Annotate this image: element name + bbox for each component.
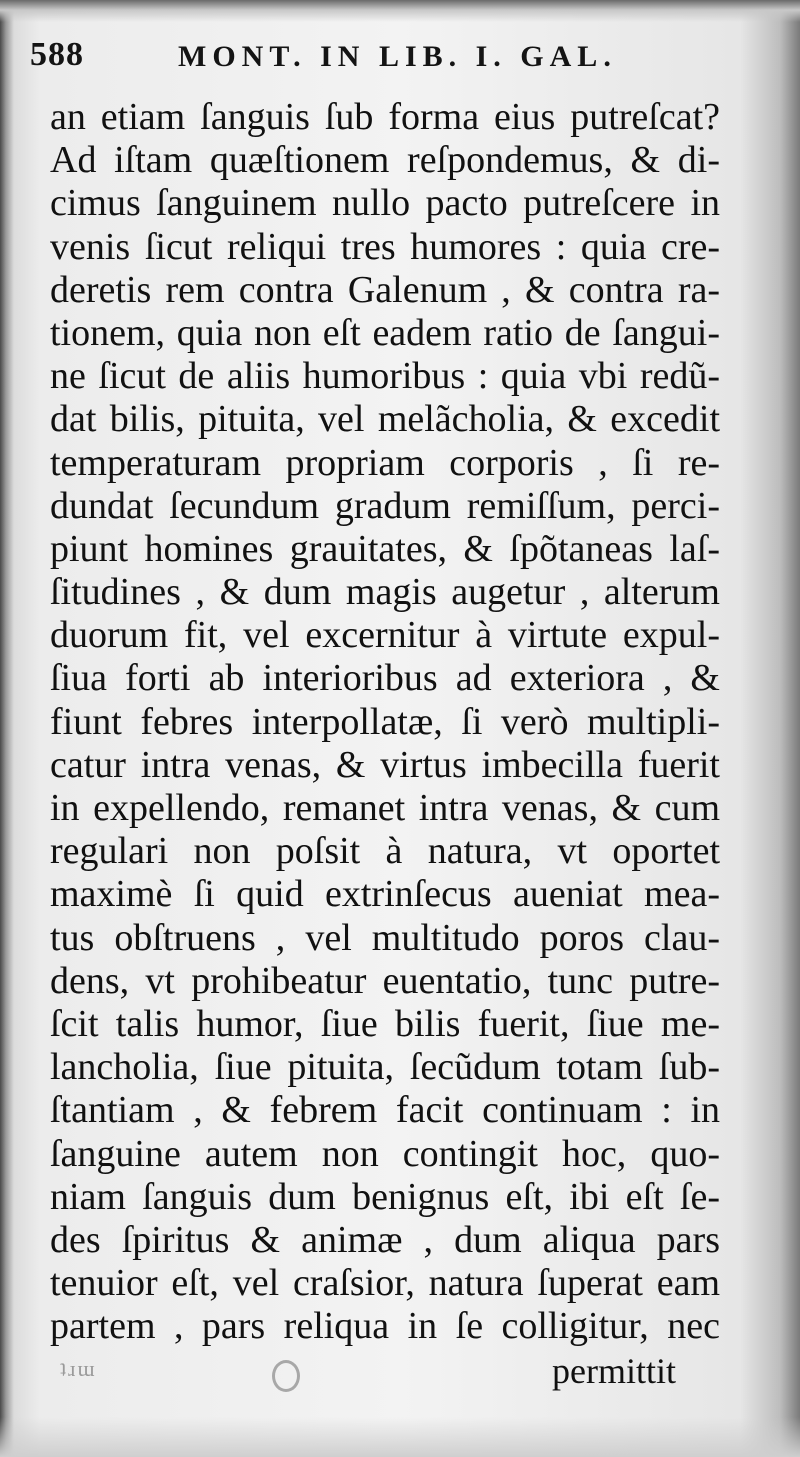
text-line: in expellendo, remanet intra venas, & cum	[50, 787, 720, 829]
text-line: ſcit talis humor, ſiue bilis fuerit, ſiue me-	[50, 1002, 720, 1045]
text-line: temperaturam propriam corporis , ſi re-	[50, 441, 720, 484]
text-line: ſtantiam , & febrem facit continuam : in	[50, 1089, 720, 1132]
text-line: niam ſanguis dum benignus eſt, ibi eſt ſe-	[50, 1175, 720, 1218]
page-header	[0, 32, 800, 92]
text-line: ſiua forti ab interioribus ad exteriora , &	[50, 657, 720, 700]
text-line: tus obſtruens , vel multitudo poros clau-	[50, 916, 720, 959]
page-number: 588	[30, 36, 84, 73]
body-text	[50, 96, 720, 1348]
text-line: duorum fit, vel excernitur à virtute expul-	[50, 614, 720, 657]
text-line: ſanguine autem non contingit hoc, quo-	[50, 1132, 720, 1175]
text-line: Ad iſtam quæſtionem reſpondemus, & di-	[50, 139, 720, 182]
text-line: dens, vt prohibeatur euentatio, tunc putre-	[50, 959, 720, 1002]
text-line: catur intra venas, & virtus imbecilla fuerit	[50, 743, 720, 786]
text-line: cimus ſanguinem nullo pacto putreſcere in	[50, 182, 720, 225]
text-line: deretis rem contra Galenum , & contra ra-	[50, 268, 720, 311]
text-line: an etiam ſanguis ſub forma eius putreſcat?	[50, 96, 720, 138]
text-line: tenuior eſt, vel craſsior, natura ſuperat eam	[50, 1262, 720, 1305]
text-line: lancholia, ſiue pituita, ſecũdum totam ſub-	[50, 1046, 720, 1089]
text-line: partem , pars reliqua in ſe colligitur, nec	[50, 1305, 720, 1348]
ink-ring-mark	[272, 1360, 300, 1392]
text-line: ne ſicut de aliis humoribus : quia vbi redũ-	[50, 355, 720, 398]
text-line: ſitudines , & dum magis augetur , alterum	[50, 571, 720, 614]
text-line: venis ſicut reliqui tres humores : quia cre-	[50, 225, 720, 268]
running-head: MONT. IN LIB. I. GAL.	[178, 40, 617, 73]
text-line: dundat ſecundum gradum remiſſum, perci-	[50, 484, 720, 527]
text-line: maximè ſi quid extrinſecus aueniat mea-	[50, 873, 720, 916]
text-line: fiunt febres interpollatæ, ſi verò multipli-	[50, 700, 720, 743]
text-line: piunt homines grauitates, & ſpõtaneas laſ-	[50, 527, 720, 570]
text-line: regulari non poſsit à natura, vt oportet	[50, 830, 720, 873]
text-line: des ſpiritus & animæ , dum aliqua pars	[50, 1218, 720, 1261]
bleed-through-mark: ʇɹɯ	[60, 1356, 97, 1381]
text-line: dat bilis, pituita, vel melãcholia, & excedit	[50, 398, 720, 441]
text-line: tionem, quia non eſt eadem ratio de ſangui-	[50, 311, 720, 354]
catchword: permittit	[552, 1351, 676, 1391]
